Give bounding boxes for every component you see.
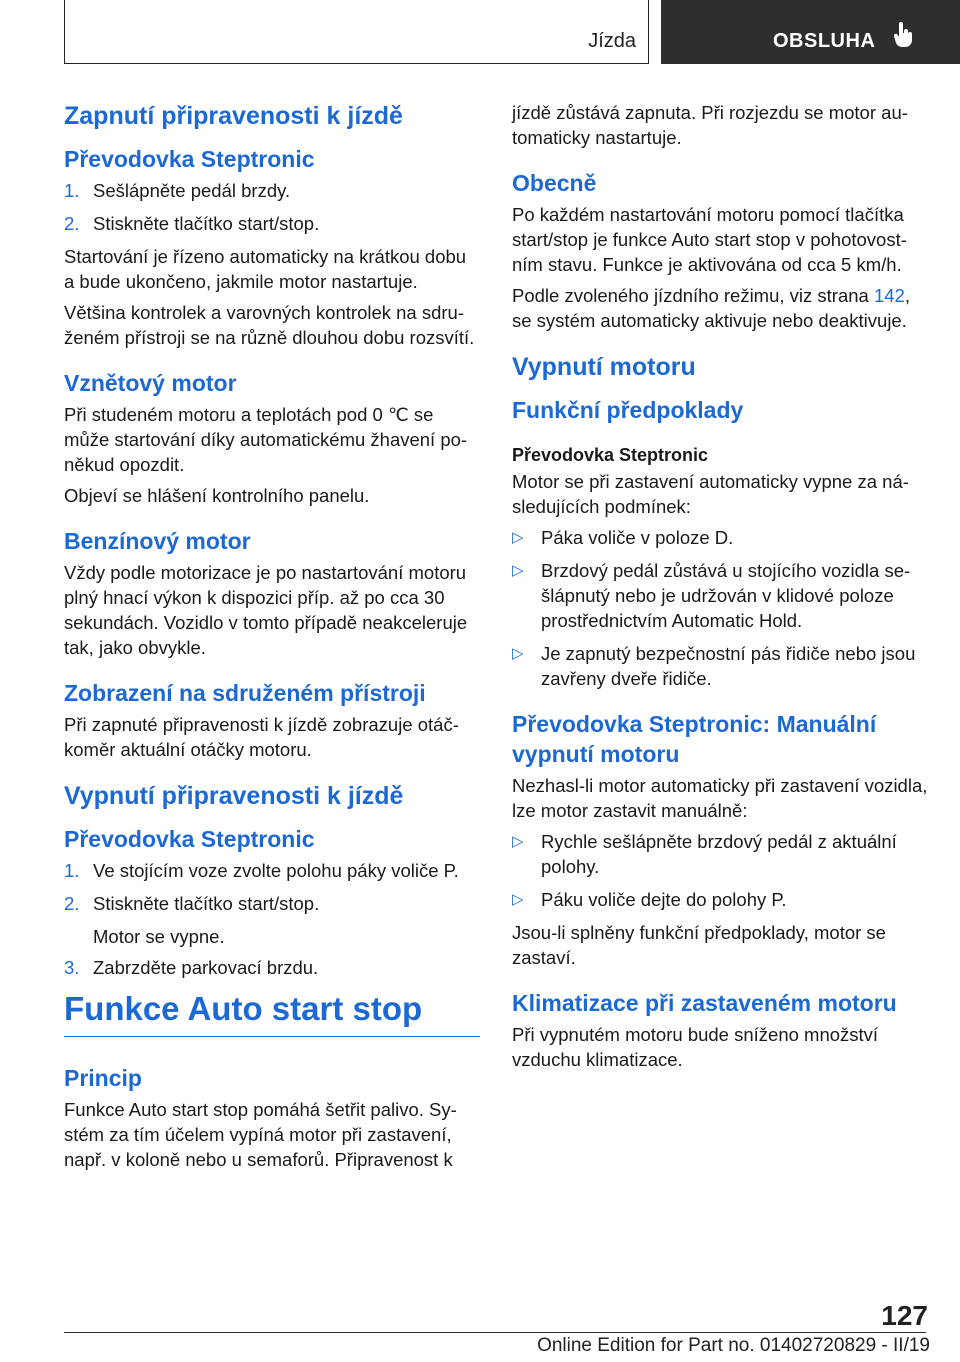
list-item: ▷ Páku voliče dejte do polohy P. xyxy=(512,889,787,910)
heading-drive-ready-off: Vypnutí připravenosti k jízdě xyxy=(64,782,404,810)
paragraph: Podle zvoleného jízdního režimu, viz strana 142, se systém automaticky aktivuje nebo deaktivuje. xyxy=(512,285,910,331)
list-item: 1. Ve stojícím voze zvolte polohu páky voliče P. xyxy=(64,860,459,881)
steps-list-2b xyxy=(64,955,480,980)
paragraph: Většina kontrolek a varovných kontrolek na sdruženém přístroji se na různě dlouhou dobu rozsvítí. xyxy=(64,302,475,348)
hand-pointer-icon xyxy=(893,22,915,48)
heading-steptronic-2: Převodovka Steptronic xyxy=(64,826,315,852)
heading-auto-start-stop: Funkce Auto start stop xyxy=(64,988,480,1037)
paragraph: Vždy podle motorizace je po nastartování motoru plný hnací výkon k dispozici příp. až po cca 30 sekundách. Vozidlo v tomto případě neakceleruje tak, jako obvykle. xyxy=(64,562,468,658)
list-item: 2. Stiskněte tlačítko start/stop. xyxy=(64,893,320,914)
heading-steptronic-1: Převodovka Steptronic xyxy=(64,146,315,172)
list-item: ▷ Páka voliče v poloze D. xyxy=(512,527,734,548)
page-number: 127 xyxy=(881,1300,928,1331)
heading-steptronic-3: Převodovka Steptronic xyxy=(512,445,709,465)
paragraph: Při studeném motoru a teplotách pod 0 ℃ se může startování díky automatickému žhavení poněkud opozdit. xyxy=(64,404,468,475)
paragraph: Startování je řízeno automaticky na krátkou dobu a bude ukončeno, jakmile motor nastartuje. xyxy=(64,246,467,292)
header-section-box xyxy=(64,0,649,64)
list-item: 1. Sešlápněte pedál brzdy. xyxy=(64,180,291,201)
list-item: ▷ Rychle sešlápněte brzdový pedál z aktuální polohy. xyxy=(512,831,897,877)
left-column xyxy=(64,100,480,1178)
paragraph: Po každém nastartování motoru pomocí tlačítka start/stop je funkce Auto start stop v pohotovostním stavu. Funkce je aktivována od cca 5 km/h. xyxy=(512,204,907,275)
list-item: 3. Zabrzděte parkovací brzdu. xyxy=(64,957,319,978)
heading-manual-stop: Převodovka Steptronic: Manuální vypnutí motoru xyxy=(512,711,877,767)
steps-list-2 xyxy=(64,858,480,916)
paragraph: Objeví se hlášení kontrolního panelu. xyxy=(64,485,370,506)
right-column xyxy=(512,100,930,1078)
header-chapter-label: OBSLUHA xyxy=(773,30,876,52)
heading-cluster-display: Zobrazení na sdruženém přístroji xyxy=(64,680,426,706)
heading-climate: Klimatizace při zastaveném motoru xyxy=(512,990,897,1016)
list-item: ▷ Brzdový pedál zůstává u stojícího vozidla sešlápnutý nebo je udržován v klidové poloze prostřednictvím Automatic Hold. xyxy=(512,560,911,631)
page-link[interactable]: 142 xyxy=(873,285,905,306)
footer-edition: Online Edition for Part no. 01402720829 - II/19 xyxy=(537,1335,930,1356)
paragraph: Při zapnuté připravenosti k jízdě zobrazuje otáčkoměr aktuální otáčky motoru. xyxy=(64,714,459,760)
paragraph: Při vypnutém motoru bude sníženo množství vzduchu klimatizace. xyxy=(512,1024,879,1070)
bullet-list-1 xyxy=(512,525,930,691)
footer-divider xyxy=(64,1332,926,1333)
heading-engine-off: Vypnutí motoru xyxy=(512,353,696,381)
heading-diesel: Vznětový motor xyxy=(64,370,237,396)
list-item: ▷ Je zapnutý bezpečnostní pás řidiče nebo jsou zavřeny dveře řidiče. xyxy=(512,643,916,689)
list-item: 2. Stiskněte tlačítko start/stop. xyxy=(64,213,320,234)
bullet-list-2 xyxy=(512,829,930,912)
heading-principle: Princip xyxy=(64,1065,142,1091)
steps-list-1 xyxy=(64,178,480,236)
paragraph: Jsou-li splněny funkční předpoklady, motor se zastaví. xyxy=(512,922,886,968)
paragraph: Nezhasl-li motor automaticky při zastavení vozidla, lze motor zastavit manuálně: xyxy=(512,775,928,821)
paragraph: Motor se při zastavení automaticky vypne za následujících podmínek: xyxy=(512,471,909,517)
paragraph: Funkce Auto start stop pomáhá šetřit palivo. Systém za tím účelem vypíná motor při zastavení, např. v koloně nebo u semaforů. Připravenost k xyxy=(64,1099,457,1170)
heading-general: Obecně xyxy=(512,170,597,196)
paragraph: jízdě zůstává zapnuta. Při rozjezdu se motor automaticky nastartuje. xyxy=(512,102,908,148)
heading-preconditions: Funkční předpoklady xyxy=(512,397,744,423)
step-note: Motor se vypne. xyxy=(93,926,225,947)
heading-drive-ready-on: Zapnutí připravenosti k jízdě xyxy=(64,102,403,130)
header-chapter-tab xyxy=(661,0,960,64)
header-section-title: Jízda xyxy=(588,30,636,52)
heading-petrol: Benzínový motor xyxy=(64,528,251,554)
